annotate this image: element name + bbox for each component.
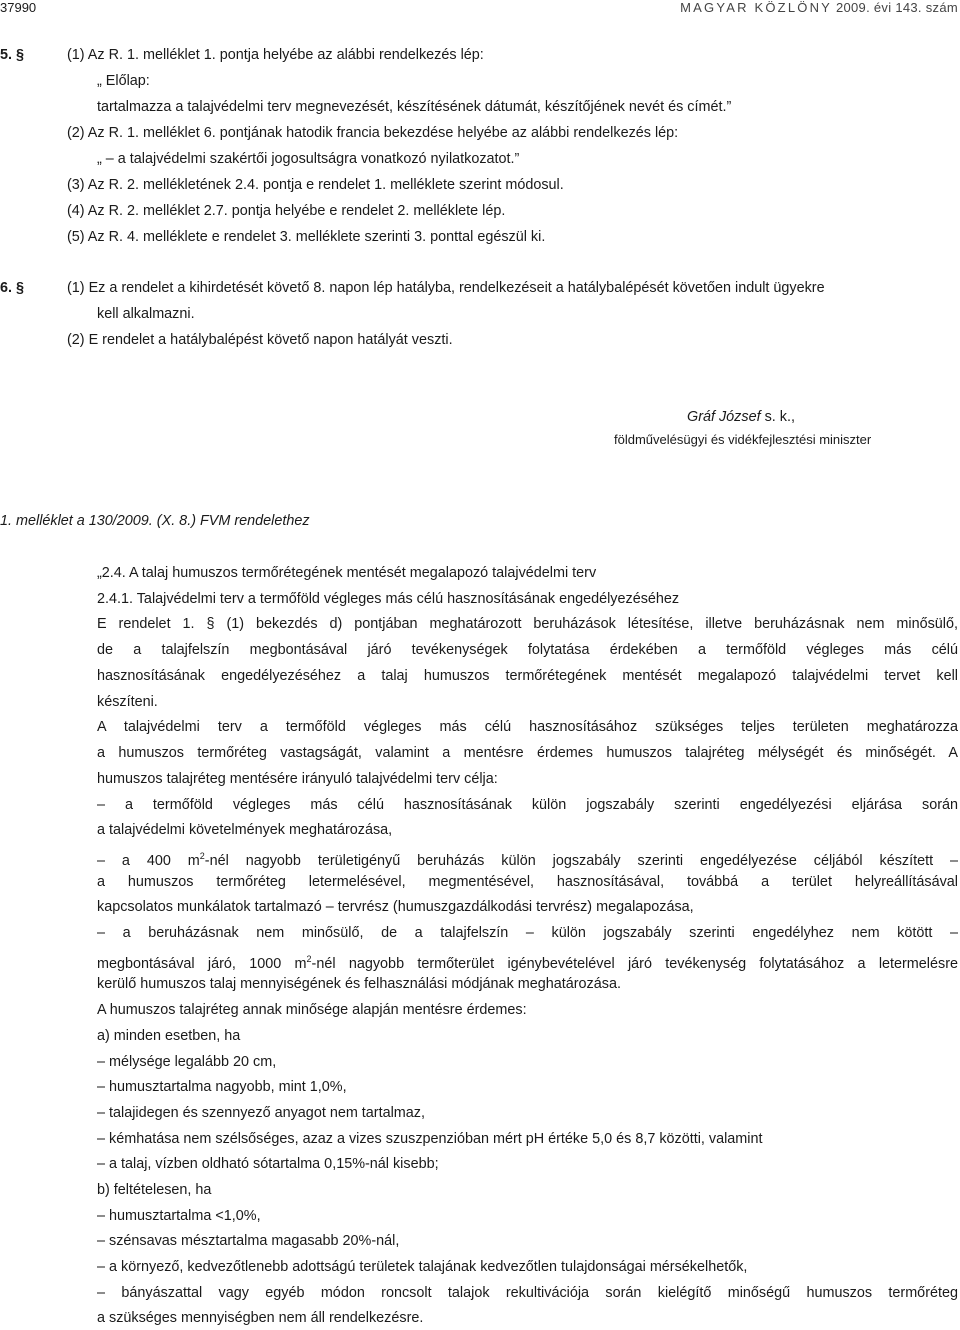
- section-6-paragraph-2: (2) E rendelet a hatálybalépést követő napon hatályát veszti.: [67, 332, 453, 348]
- section-5-paragraph-2: (2) Az R. 1. melléklet 6. pontjának hatodik francia bekezdése helyébe az alábbi rendelkezés lép:: [67, 125, 679, 141]
- annex-list-a-item: – mélysége legalább 20 cm,: [97, 1054, 277, 1070]
- annex-p2-line: humuszos talajréteg mentésére irányuló talajvédelmi terv célja:: [97, 771, 498, 787]
- section-5-paragraph-4: (4) Az R. 2. melléklet 2.7. pontja helyébe e rendelet 2. melléklete lép.: [67, 203, 506, 219]
- annex-bullet-2-line: kapcsolatos munkálatok tartalmazó – tervrész (humuszgazdálkodási tervrész) megalapozása,: [97, 899, 694, 915]
- annex-list-b-item: – humusztartalma <1,0%,: [97, 1208, 261, 1224]
- annex-list-b-label: b) feltételesen, ha: [97, 1182, 212, 1198]
- annex-list-b-item: – bányászattal vagy egyéb módon roncsolt talajok rekultivációja során kielégítő minőségű humuszos termőréteg: [97, 1285, 958, 1301]
- annex-bullet-3-line-2: megbontásával járó, 1000 $m^2$-nél nagyobb termőterület igénybevételével járó tevékenység folytatásához a letermelésre: [97, 954, 958, 972]
- section-6-paragraph-1: (1) Ez a rendelet a kihirdetését követő 8. napon lép hatályba, rendelkezéseit a hatálybalépését követően indult ügyekre: [67, 280, 825, 296]
- page-number: 37990: [0, 0, 37, 15]
- header-publication-info: [680, 0, 958, 15]
- annex-p1-line: de a talajfelszín megbontásával járó tevékenységek folytatása érdekében a termőföld végleges más célú: [97, 642, 958, 658]
- section-5-paragraph-1: (1) Az R. 1. melléklet 1. pontja helyébe az alábbi rendelkezés lép:: [67, 47, 484, 63]
- annex-p2-line: a humuszos termőréteg vastagságát, valamint a mentésre érdemes humuszos talajréteg mélységét és minőségét. A: [97, 745, 958, 761]
- section-5-paragraph-3: (3) Az R. 2. mellékletének 2.4. pontja e rendelet 1. melléklete szerint módosul.: [67, 177, 564, 193]
- page-header: [0, 0, 960, 16]
- section-5-number: 5. §: [0, 47, 25, 63]
- annex-bullet-2-line-1: – a 400 $m^2$-nél nagyobb területigényű beruházás külön jogszabály szerinti engedélyezése céljából készített –: [97, 851, 959, 869]
- section-6-paragraph-1-cont: kell alkalmazni.: [97, 306, 195, 322]
- annex-p3: A humuszos talajréteg annak minősége alapján mentésre érdemes:: [97, 1002, 527, 1018]
- annex-list-a-item: – talajidegen és szennyező anyagot nem tartalmaz,: [97, 1105, 425, 1121]
- annex-bullet-3-line-1: – a beruházásnak nem minősülő, de a talajfelszín – külön jogszabály szerinti engedélyhez nem kötött –: [97, 925, 958, 941]
- section-5-quote-text: tartalmazza a talajvédelmi terv megnevezését, készítésének dátumát, készítőjének nevét és címét.”: [97, 99, 732, 115]
- annex-list-a-label: a) minden esetben, ha: [97, 1028, 241, 1044]
- publication-name: MAGYAR KÖZLÖNY: [680, 0, 833, 15]
- annex-list-b-item: – szénsavas mésztartalma magasabb 20%-nál,: [97, 1233, 400, 1249]
- annex-heading-2-4: „2.4. A talaj humuszos termőrétegének mentését megalapozó talajvédelmi terv: [97, 565, 597, 581]
- annex-list-b-item-cont: a szükséges mennyiségben nem áll rendelkezésre.: [97, 1310, 424, 1326]
- annex-p2-line: A talajvédelmi terv a termőföld végleges más célú hasznosításához szükséges teljes területen meghatározza: [97, 719, 958, 735]
- annex-list-a-item: – humusztartalma nagyobb, mint 1,0%,: [97, 1079, 347, 1095]
- annex-heading-2-4-1: 2.4.1. Talajvédelmi terv a termőföld végleges más célú hasznosításának engedélyezéséhez: [97, 591, 680, 607]
- annex-p1-line: hasznosításának engedélyezéséhez a talaj humuszos termőrétegének mentését megalapozó talajvédelmi tervet kell: [97, 668, 958, 684]
- annex-bullet-1-line: – a termőföld végleges más célú hasznosításának külön jogszabály szerinti engedélyezési eljárása során: [97, 797, 958, 813]
- section-5-quote-heading: „ Előlap:: [97, 73, 150, 89]
- section-5-paragraph-5: (5) Az R. 4. melléklete e rendelet 3. melléklete szerinti 3. ponttal egészül ki.: [67, 229, 546, 245]
- section-5-quote-text-2: „ – a talajvédelmi szakértői jogosultságra vonatkozó nyilatkozatot.”: [97, 151, 520, 167]
- annex-p1-line: készíteni.: [97, 694, 158, 710]
- annex-bullet-3-line-3: kerülő humuszos talaj mennyiségének és felhasználási módjának meghatározása.: [97, 976, 621, 992]
- section-6-number: 6. §: [0, 280, 25, 296]
- annex-list-b-item: – a környező, kedvezőtlenebb adottságú területek talajának kedvezőtlen tulajdonságai mérsékelhetők,: [97, 1259, 748, 1275]
- annex-list-a-item: – a talaj, vízben oldható sótartalma 0,15%-nál kisebb;: [97, 1156, 439, 1172]
- signatory-name: Gráf József s. k.,: [687, 409, 795, 425]
- annex-list-a-item: – kémhatása nem szélsőséges, azaz a vizes szuszpenzióban mért pH értéke 5,0 és 8,7 közötti, valamint: [97, 1131, 763, 1147]
- issue-number: 2009. évi 143. szám: [835, 0, 958, 15]
- annex-title: 1. melléklet a 130/2009. (X. 8.) FVM rendelethez: [0, 513, 310, 529]
- annex-bullet-1-line: a talajvédelmi követelmények meghatározása,: [97, 822, 393, 838]
- annex-p1-line: E rendelet 1. § (1) bekezdés d) pontjában meghatározott beruházások létesítése, illetve beruházásnak nem minősülő,: [97, 616, 958, 632]
- annex-bullet-2-line: a humuszos termőréteg letermelésével, megmentésével, hasznosításával, továbbá a terület helyreállításával: [97, 874, 958, 890]
- signatory-title: földművelésügyi és vidékfejlesztési miniszter: [614, 432, 872, 447]
